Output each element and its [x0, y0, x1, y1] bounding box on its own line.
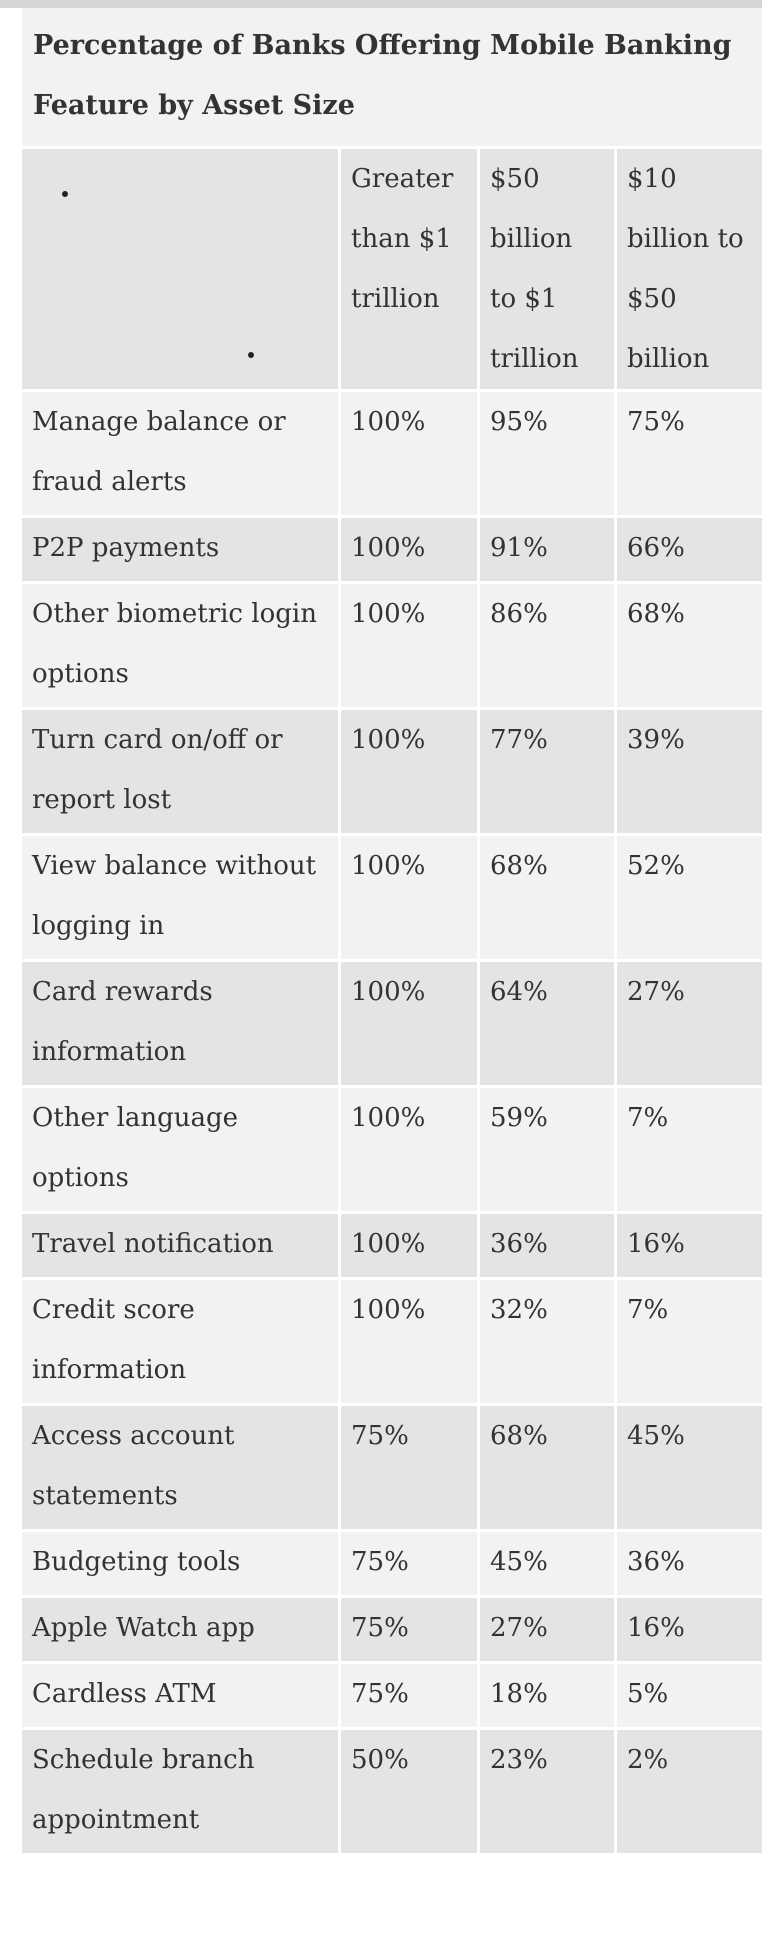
value-cell: 7% — [617, 1280, 762, 1403]
column-header-gt-1-trillion: Greater than $1 trillion — [341, 149, 477, 389]
feature-cell: Cardless ATM — [22, 1664, 338, 1727]
value-cell: 100% — [341, 1280, 477, 1403]
feature-cell: Turn card on/off or report lost — [22, 710, 338, 833]
value-cell: 59% — [480, 1088, 614, 1211]
table-row — [22, 1532, 762, 1595]
feature-cell: Budgeting tools — [22, 1532, 338, 1595]
value-cell: 18% — [480, 1664, 614, 1727]
table-row — [22, 392, 762, 515]
feature-cell: Card rewards information — [22, 962, 338, 1085]
value-cell: 100% — [341, 1214, 477, 1277]
value-cell: 45% — [480, 1532, 614, 1595]
value-cell: 45% — [617, 1406, 762, 1529]
value-cell: 77% — [480, 710, 614, 833]
feature-cell: Schedule branch appointment — [22, 1730, 338, 1853]
value-cell: 32% — [480, 1280, 614, 1403]
table-row — [22, 518, 762, 581]
table-title: Percentage of Banks Offering Mobile Banking Feature by Asset Size — [22, 8, 762, 146]
feature-cell: Manage balance or fraud alerts — [22, 392, 338, 515]
table-row — [22, 710, 762, 833]
value-cell: 64% — [480, 962, 614, 1085]
table-row — [22, 1598, 762, 1661]
value-cell: 68% — [480, 836, 614, 959]
value-cell: 100% — [341, 392, 477, 515]
value-cell: 75% — [341, 1664, 477, 1727]
value-cell: 5% — [617, 1664, 762, 1727]
column-header-10b-to-50b: $10 billion to $50 billion — [617, 149, 762, 389]
table-container — [22, 8, 762, 1856]
value-cell: 100% — [341, 836, 477, 959]
value-cell: 66% — [617, 518, 762, 581]
table-row — [22, 836, 762, 959]
value-cell: 100% — [341, 518, 477, 581]
value-cell: 52% — [617, 836, 762, 959]
bullet-dot — [248, 352, 254, 358]
value-cell: 23% — [480, 1730, 614, 1853]
feature-cell: View balance without logging in — [22, 836, 338, 959]
table-body — [22, 392, 762, 1853]
table-row — [22, 1664, 762, 1727]
table-row — [22, 584, 762, 707]
column-header-50b-to-1t: $50 billion to $1 trillion — [480, 149, 614, 389]
value-cell: 39% — [617, 710, 762, 833]
feature-cell: Access account statements — [22, 1406, 338, 1529]
top-scroll-edge — [0, 0, 762, 8]
value-cell: 16% — [617, 1598, 762, 1661]
feature-cell: Credit score information — [22, 1280, 338, 1403]
value-cell: 100% — [341, 710, 477, 833]
feature-cell: Travel notification — [22, 1214, 338, 1277]
value-cell: 7% — [617, 1088, 762, 1211]
value-cell: 27% — [617, 962, 762, 1085]
value-cell: 75% — [341, 1532, 477, 1595]
header-row — [22, 149, 762, 389]
value-cell: 16% — [617, 1214, 762, 1277]
value-cell: 27% — [480, 1598, 614, 1661]
feature-cell: P2P payments — [22, 518, 338, 581]
table-row — [22, 1730, 762, 1853]
table-row — [22, 1280, 762, 1403]
value-cell: 75% — [617, 392, 762, 515]
value-cell: 68% — [617, 584, 762, 707]
feature-cell: Other language options — [22, 1088, 338, 1211]
value-cell: 36% — [480, 1214, 614, 1277]
value-cell: 95% — [480, 392, 614, 515]
value-cell: 100% — [341, 1088, 477, 1211]
value-cell: 75% — [341, 1598, 477, 1661]
value-cell: 68% — [480, 1406, 614, 1529]
value-cell: 2% — [617, 1730, 762, 1853]
table-row — [22, 1088, 762, 1211]
value-cell: 100% — [341, 962, 477, 1085]
header-blank-cell — [22, 149, 338, 389]
table-row — [22, 1406, 762, 1529]
bullet-dot — [62, 191, 68, 197]
value-cell: 75% — [341, 1406, 477, 1529]
value-cell: 36% — [617, 1532, 762, 1595]
table-row — [22, 962, 762, 1085]
value-cell: 100% — [341, 584, 477, 707]
value-cell: 91% — [480, 518, 614, 581]
value-cell: 86% — [480, 584, 614, 707]
feature-cell: Other biometric login options — [22, 584, 338, 707]
data-table — [19, 146, 762, 1856]
value-cell: 50% — [341, 1730, 477, 1853]
feature-cell: Apple Watch app — [22, 1598, 338, 1661]
table-row — [22, 1214, 762, 1277]
